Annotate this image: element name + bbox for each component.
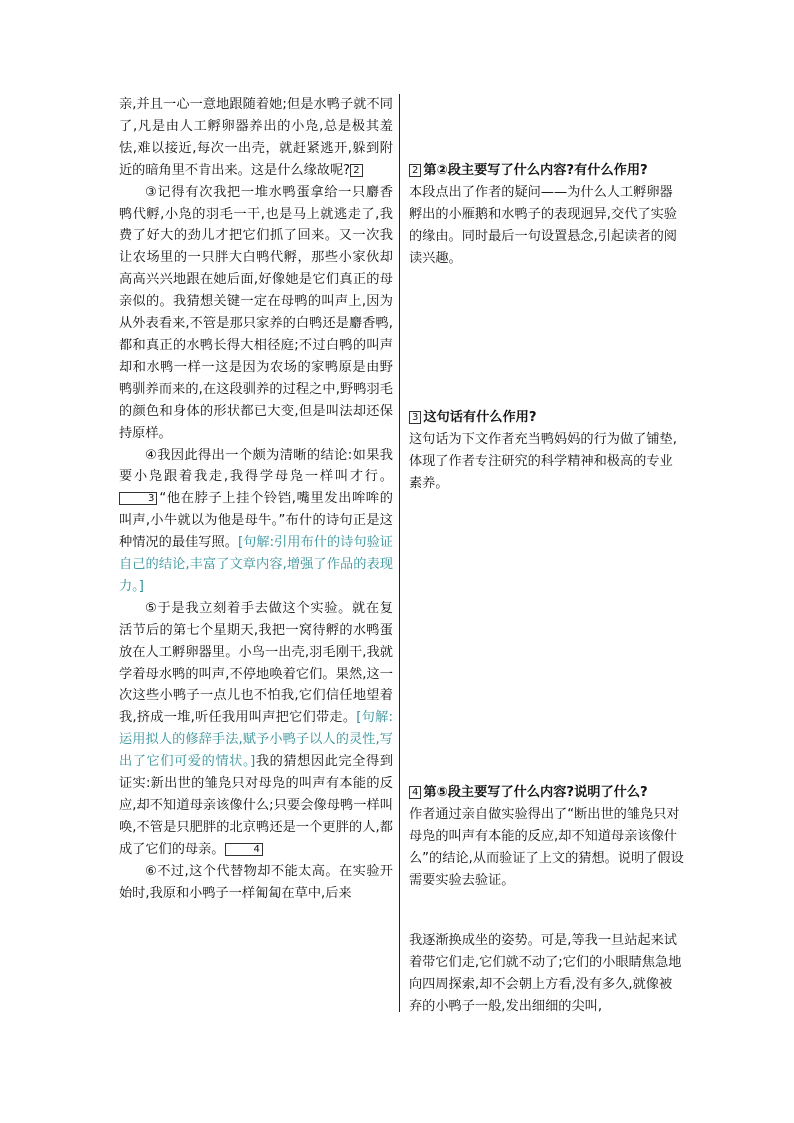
question-3-answer: 这句话为下文作者充当鸭妈妈的行为做了铺垫,体现了作者专注研究的科学精神和极高的专业素养。 <box>409 431 677 491</box>
question-number-3: 3 <box>409 411 421 424</box>
annotation-marker-2: 2 <box>350 164 362 177</box>
annotation-marker-4: 4 <box>225 843 263 856</box>
question-4-title: 4 第⑤段主要写了什么内容?说明了什么? <box>409 782 684 804</box>
question-4-block <box>409 782 684 892</box>
annotation-marker-3: 3 <box>119 492 157 505</box>
question-3-block <box>409 407 684 495</box>
main-text-column <box>119 94 393 905</box>
continued-text-block <box>409 930 684 1018</box>
column-divider <box>399 94 400 1012</box>
question-2-block <box>409 160 684 270</box>
question-number-4: 4 <box>409 786 421 799</box>
continued-text: 我逐渐换成坐的姿势。可是,等我一旦站起来试着带它们走,它们就不动了;它们的小眼睛焦急地向四周探索,却不会朝上方看,没有多久,就像被弃的小鸭子一般,发出细细的尖叫, <box>409 933 682 1014</box>
paragraph-3: ③记得有次我把一堆水鸭蛋拿给一只麝香鸭代孵,小凫的羽毛一干,也是马上就逃走了,我费了好大的劲儿才把它们抓了回来。又一次我让农场里的一只胖大白鸭代孵，那些小家伙却高高兴兴地跟在她后面,好像她是它们真正的母亲似的。我猜想关键一定在母鸭的叫声上,因为从外表看来,不管是那只家养的白鸭还是麝香鸭,都和真正的水鸭长得大相径庭;不过白鸭的叫声却和水鸭一样一这是因为农场的家鸭原是由野鸭驯养而来的,在这段驯养的过程之中,野鸭羽毛的颜色和身体的形状都已大变,但是叫法却还保持原样。 <box>119 184 393 441</box>
paragraph-2: 亲,并且一心一意地跟随着她;但是水鸭子就不同了,凡是由人工孵卵器养出的小凫,总是极其羞怯,难以接近,每次一出壳，就赶紧逃开,躲到附近的暗角里不肯出来。这是什么缘故呢? 2 <box>119 97 393 178</box>
question-4-answer: 作者通过亲自做实验得出了“断出世的雏凫只对母凫的叫声有本能的反应,却不知道母亲该像什么”的结论,从而验证了上文的猜想。说明了假设需要实验去验证。 <box>409 806 684 888</box>
sentence-note: [句解:运用拟人的修辞手法,赋予小鸭子以人的灵性,写出了它们可爱的情状。] <box>119 710 393 770</box>
sentence-note: [句解:引用布什的诗句验证自己的结论,丰富了文章内容,增强了作品的表现力。] <box>119 535 393 594</box>
question-2-answer: 本段点出了作者的疑问——为什么人工孵卵器孵出的小雁鹅和水鸭子的表现迥异,交代了实验的缘由。同时最后一句设置悬念,引起读者的阅读兴趣。 <box>409 184 677 266</box>
paragraph-4: ④我因此得出一个颇为清晰的结论:如果我要小凫跟着我走,我得学母凫一样叫才行。3 “他在脖子上挂个铃铛,嘴里发出哞哞的叫声,小牛就以为他是母牛。”布什的诗句正是这种情况的最佳写照。[句解:引用布什的诗句验证自己的结论,丰富了文章内容,增强了作品的表现力。] <box>119 447 393 594</box>
question-3-title: 3 这句话有什么作用? <box>409 407 684 429</box>
question-2-title: 2 第②段主要写了什么内容?有什么作用? <box>409 160 684 182</box>
question-number-2: 2 <box>409 164 421 177</box>
paragraph-6: ⑥不过,这个代替物却不能太高。在实验开始时,我原和小鸭子一样匍匐在草中,后来 <box>119 863 393 901</box>
paragraph-5: ⑤于是我立刻着手去做这个实验。就在复活节后的第七个星期天,我把一窝待孵的水鸭蛋放在人工孵卵器里。小鸟一出壳,羽毛刚干,我就学着母水鸭的叫声,不停地唤着它们。果然,这一次这些小鸭子一点儿也不怕我,它们信任地望着我,挤成一堆,听任我用叫声把它们带走。[句解:运用拟人的修辞手法,赋予小鸭子以人的灵性,写出了它们可爱的情状。]我的猜想因此完全得到证实:新出世的雏凫只对母凫的叫声有本能的反应,却不知道母亲该像什么;只要会像母鸭一样叫唤,不管是只肥胖的北京鸭还是一个更胖的人,都成了它们的母亲。 4 <box>119 600 394 857</box>
